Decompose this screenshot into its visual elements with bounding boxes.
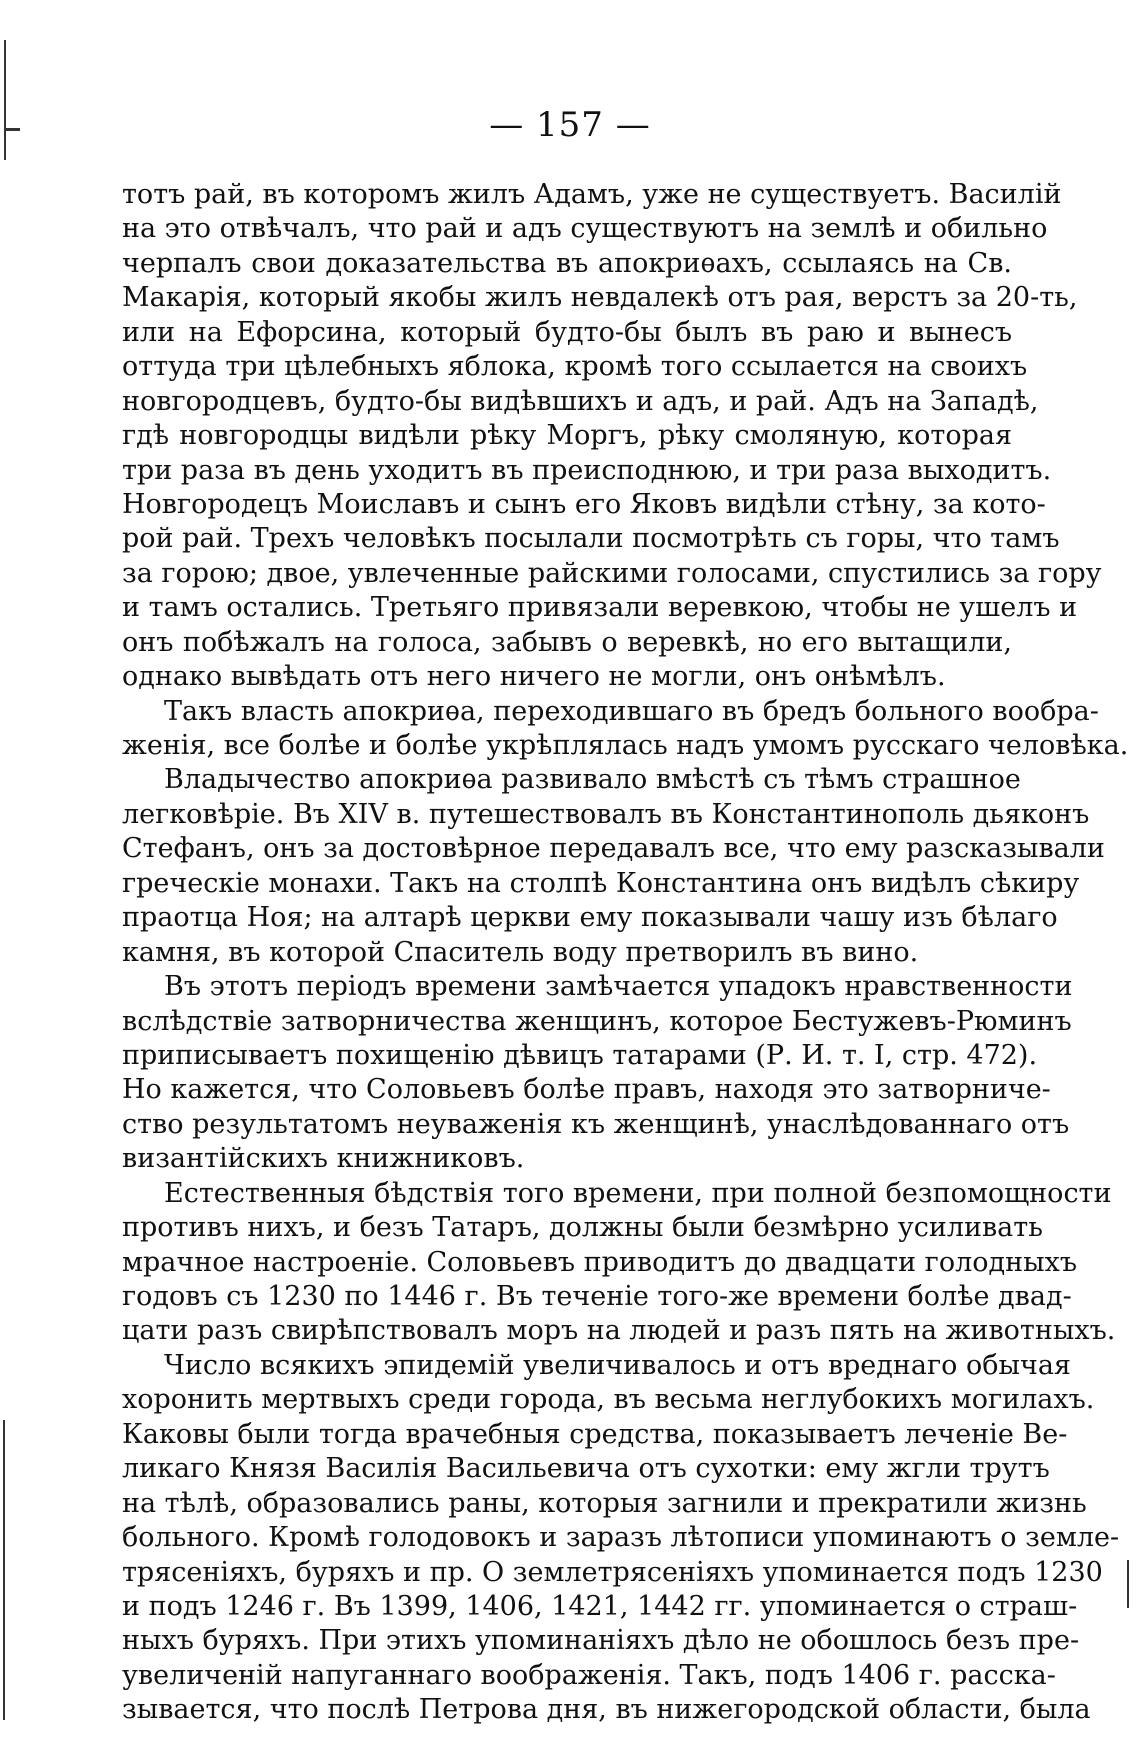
text-line: оттуда три цѣлебныхъ яблока, кромѣ того ссылается на своихъ <box>122 351 1028 383</box>
text-line: Но кажется, что Соловьевъ болѣе правъ, находя это затворниче- <box>122 1074 1051 1106</box>
text-line: противъ нихъ, и безъ Татаръ, должны были безмѣрно усиливать <box>122 1212 1043 1244</box>
text-line: камня, въ которой Спаситель воду претворилъ въ вино. <box>122 936 919 968</box>
text-line: вслѣдствіе затворничества женщинъ, которое Бестужевъ-Рюминъ <box>122 1005 1072 1037</box>
text-line: Новгородецъ Моиславъ и сынъ его Яковъ видѣли стѣну, за кото- <box>122 488 1046 520</box>
text-line: увеличеній напуганнаго воображенія. Такъ, подъ 1406 г. расска- <box>122 1659 1056 1691</box>
text-line: годовъ съ 1230 по 1446 г. Въ теченіе того-же времени болѣе двад- <box>122 1281 1072 1312</box>
text-line: праотца Ноя; на алтарѣ церкви ему показывали чашу изъ бѣлаго <box>122 902 1058 934</box>
text-line: трясеніяхъ, буряхъ и пр. О землетрясеніяхъ упоминается подъ 1230 <box>122 1556 1103 1588</box>
text-line: Число всякихъ эпидемій увеличивалось и отъ вреднаго обычая <box>164 1349 1071 1381</box>
text-line: три раза въ день уходитъ въ преисподнюю, и три раза выходитъ. <box>122 454 1052 486</box>
text-line: приписываетъ похищенію дѣвицъ татарами (Р. И. т. I, стр. 472). <box>122 1039 1038 1071</box>
text-line: гдѣ новгородцы видѣли рѣку Моргъ, рѣку смоляную, которая <box>122 420 1012 452</box>
text-line: больного. Кромѣ голодовокъ и заразъ лѣтописи упоминаютъ о земле- <box>122 1522 1120 1554</box>
text-line: новгородцевъ, будто-бы видѣвшихъ и адъ, и рай. Адъ на Западѣ, <box>122 385 1039 417</box>
text-line: легковѣріе. Въ XIV в. путешествовалъ въ Константинополь дьяконъ <box>122 798 1090 830</box>
text-line: Въ этотъ періодъ времени замѣчается упадокъ нравственности <box>164 971 1073 1003</box>
scan-margin-mark <box>1127 1560 1129 1608</box>
text-line: Каковы были тогда врачебныя средства, показываетъ леченіе Ве- <box>122 1418 1068 1450</box>
body-text <box>122 178 1129 1728</box>
text-line: тотъ рай, въ которомъ жилъ Адамъ, уже не существуетъ. Василій <box>122 179 1062 210</box>
text-line: на тѣлѣ, образовались раны, которыя загнили и прекратили жизнь <box>122 1487 1087 1519</box>
text-line: Владычество апокриѳа развивало вмѣстѣ съ тѣмъ страшное <box>164 764 1021 796</box>
text-line: византійскихъ книжниковъ. <box>122 1143 525 1175</box>
text-line: Такъ власть апокриѳа, переходившаго въ бредъ больного вообра- <box>164 695 1099 727</box>
text-line: Естественныя бѣдствія того времени, при полной безпомощности <box>164 1177 1112 1209</box>
text-line: греческіе монахи. Такъ на столпѣ Константина онъ видѣлъ сѣкиру <box>122 867 1080 899</box>
text-line: рой рай. Трехъ человѣкъ посылали посмотрѣть съ горы, что тамъ <box>122 523 1060 555</box>
text-line: онъ побѣжалъ на голоса, забывъ о веревкѣ, но его вытащили, <box>122 626 1012 658</box>
text-line: ныхъ буряхъ. При этихъ упоминаніяхъ дѣло не обошлось безъ пре- <box>122 1625 1080 1657</box>
text-line: или на Ефорсина, который будто-бы былъ въ раю и вынесъ <box>122 316 1012 348</box>
text-line: цати разъ свирѣпствовалъ моръ на людей и разъ пять на животныхъ. <box>122 1315 1116 1347</box>
scan-margin-mark <box>3 1420 5 1720</box>
text-line: и подъ 1246 г. Въ 1399, 1406, 1421, 1442 гг. упоминается о страш- <box>122 1590 1078 1622</box>
text-line: на это отвѣчалъ, что рай и адъ существуютъ на землѣ и обильно <box>122 213 1048 245</box>
text-line: женія, все болѣе и болѣе укрѣплялась надъ умомъ русскаго человѣка. <box>122 730 1129 761</box>
text-line: зывается, что послѣ Петрова дня, въ нижегородской области, была <box>122 1694 1091 1726</box>
text-line: однако вывѣдать отъ него ничего не могли, онъ онѣмѣлъ. <box>122 661 946 693</box>
text-line: ликаго Князя Василія Васильевича отъ сухотки: ему жгли трутъ <box>122 1453 1050 1485</box>
page-number: — 157 — <box>489 105 651 145</box>
text-line: Макарія, который якобы жилъ невдалекѣ отъ рая, верстъ за 20-ть, <box>122 282 1078 314</box>
text-line: Стефанъ, онъ за достовѣрное передавалъ все, что ему разсказывали <box>122 833 1105 865</box>
text-line: и тамъ остались. Третьяго привязали веревкою, чтобы не ушелъ и <box>122 592 1078 624</box>
text-line: черпалъ свои доказательства въ апокриѳахъ, ссылаясь на Св. <box>122 247 1012 279</box>
text-line: хоронить мертвыхъ среди города, въ весьма неглубокихъ могилахъ. <box>122 1384 1095 1416</box>
text-line: мрачное настроеніе. Соловьевъ приводитъ до двадцати голодныхъ <box>122 1246 1078 1278</box>
text-line: за горою; двое, увлеченные райскими голосами, спустились за гору <box>122 557 1102 589</box>
text-line: ство результатомъ неуваженія къ женщинѣ, унаслѣдованнаго отъ <box>122 1108 1070 1140</box>
